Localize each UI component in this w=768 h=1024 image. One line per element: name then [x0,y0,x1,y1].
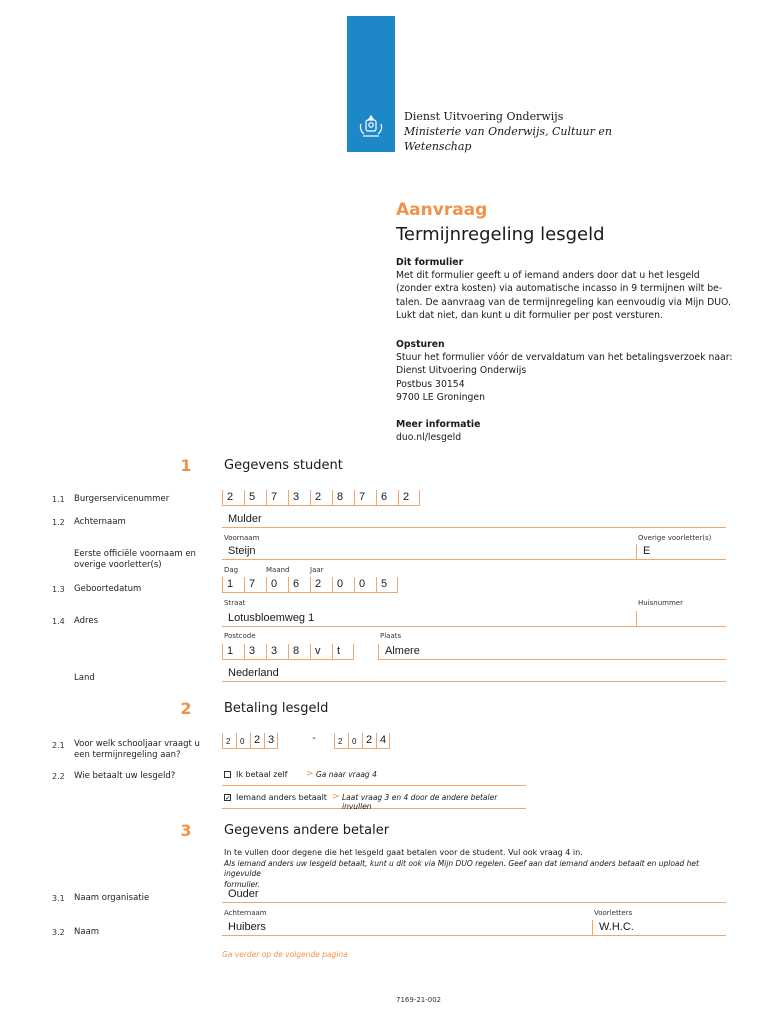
org-line-2: Ministerie van Onderwijs, Cultuur en [404,125,612,138]
char-box[interactable]: 8 [288,644,310,660]
question-number: 3.1 [52,894,65,903]
eerste-voornaam-label: Eerste officiële voornaam en overige voorletter(s) [74,549,196,570]
land-label: Land [74,673,95,683]
more-info-link[interactable]: duo.nl/lesgeld [396,432,462,444]
straat-sublabel: Straat [224,599,246,607]
naam-label: Naam [74,927,100,937]
char-box[interactable]: 5 [244,490,266,506]
question-number: 1.2 [52,518,65,527]
form-info-line: Lukt dat niet, dan kunt u dit formulier per post versturen. [396,309,663,321]
section-3-title: Gegevens andere betaler [224,823,390,838]
intro-line: Als iemand anders uw lesgeld betaalt, kunt u dit ook via Mijn DUO regelen. Geef aan dat iemand anders betaalt en upload het ingevulde [224,858,699,878]
betaler-achternaam-sublabel: Achternaam [224,909,267,917]
form-info-block [396,256,736,322]
char-box[interactable]: 3 [266,644,288,660]
form-info-heading: Dit formulier [396,257,464,268]
jaar-sublabel: Jaar [310,566,324,574]
form-info-line: (zonder extra kosten) via automatische incasso in 9 termijnen wilt be- [396,283,723,295]
wie-betaalt-label: Wie betaalt uw lesgeld? [74,771,176,781]
char-box[interactable]: 2 [250,733,264,749]
question-number: 1.4 [52,617,65,626]
voornaam-sublabel: Voornaam [224,534,260,542]
organisatie-label: Naam organisatie [74,893,150,903]
char-box[interactable]: 2 [362,733,376,749]
plaats-value: Almere [385,645,420,657]
section-2-number: 2 [180,699,192,718]
char-box[interactable]: 2 [222,490,244,506]
betaler-achternaam-value: Huibers [228,921,266,933]
schooljaar-label: Voor welk schooljaar vraagt u een termijnregeling aan? [74,739,200,760]
char-box[interactable]: 2 [334,733,348,749]
char-box[interactable]: 0 [348,733,362,749]
option-zelf-hint: Ga naar vraag 4 [316,770,377,779]
achternaam-label: Achternaam [74,517,126,527]
postcode-field[interactable] [222,644,354,660]
send-line: Postbus 30154 [396,378,465,390]
option-zelf-label: Ik betaal zelf [236,770,288,779]
dag-sublabel: Dag [224,566,239,574]
betaler-voorletters-value: W.H.C. [599,921,634,933]
char-box[interactable]: 3 [244,644,266,660]
option-anders-label: Iemand anders betaalt [236,793,327,802]
char-box[interactable]: 3 [264,733,278,749]
bsn-field[interactable] [222,490,420,506]
option-zelf-row[interactable] [222,770,526,786]
straat-value: Lotusbloemweg 1 [228,612,315,624]
intro-line: formulier. [224,879,260,889]
organisation-name [404,109,612,154]
postcode-sublabel: Postcode [224,632,256,640]
betaler-voorletters-sublabel: Voorletters [594,909,633,917]
question-number: 3.2 [52,928,65,937]
more-info-heading: Meer informatie [396,419,481,430]
char-box[interactable]: 7 [244,577,266,593]
section-1-number: 1 [180,456,192,475]
maand-sublabel: Maand [266,566,290,574]
char-box[interactable]: 2 [310,490,332,506]
char-box[interactable]: 4 [376,733,390,749]
checkbox-anders[interactable]: ✓ [225,794,231,802]
send-info-block [396,338,736,404]
question-number: 1.3 [52,585,65,594]
organisatie-field[interactable] [222,887,726,903]
arrow-icon: > [306,769,314,779]
char-box[interactable]: 2 [398,490,420,506]
more-info-block [396,418,736,444]
question-number: 2.1 [52,741,65,750]
section-3-number: 3 [180,821,192,840]
send-line: Dienst Uitvoering Onderwijs [396,365,527,377]
char-box[interactable]: 2 [310,577,332,593]
achternaam-field[interactable] [222,512,726,528]
form-info-line: talen. De aanvraag van de termijnregeling kan eenvoudig via Mijn DUO. [396,296,731,308]
plaats-field[interactable] [378,644,726,660]
org-line-1: Dienst Uitvoering Onderwijs [404,110,564,123]
char-box[interactable]: 0 [266,577,288,593]
schooljaar-tot-field[interactable] [334,733,390,749]
char-box[interactable]: 6 [376,490,398,506]
form-info-line: Met dit formulier geeft u of iemand anders door dat u het lesgeld [396,270,700,282]
huisnummer-sublabel: Huisnummer [638,599,683,607]
option-anders-hint: Laat vraag 3 en 4 door de andere betaler invullen [342,793,498,811]
char-box[interactable]: 0 [332,577,354,593]
section-1-title: Gegevens student [224,458,343,473]
char-box[interactable]: 1 [222,577,244,593]
land-value: Nederland [228,667,279,679]
char-box[interactable]: 3 [288,490,310,506]
form-kind-title: Aanvraag [396,200,488,220]
document-number: 7169-21-002 [396,996,442,1004]
bsn-label: Burgerservicenummer [74,494,170,504]
geboortedatum-field[interactable] [222,577,398,593]
char-box[interactable]: 1 [222,644,244,660]
question-number: 1.1 [52,495,65,504]
checkbox-zelf[interactable] [224,771,231,778]
huisnummer-field[interactable] [636,611,726,627]
coat-of-arms-icon [355,112,387,144]
send-line: 9700 LE Groningen [396,391,486,403]
voornaam-value: Steijn [228,545,256,557]
continue-note: Ga verder op de volgende pagina [222,950,348,959]
schooljaar-van-field[interactable] [222,733,278,749]
section-2-title: Betaling lesgeld [224,701,329,716]
geboortedatum-label: Geboortedatum [74,584,142,594]
send-heading: Opsturen [396,339,445,350]
form-title: Termijnregeling lesgeld [396,224,605,245]
schooljaar-dash: - [312,733,316,744]
plaats-sublabel: Plaats [380,632,402,640]
betaler-voorletters-field[interactable] [592,920,726,936]
org-line-3: Wetenschap [404,140,472,153]
char-box[interactable]: 0 [236,733,250,749]
question-number: 2.2 [52,772,65,781]
char-box[interactable]: v [310,644,332,660]
adres-label: Adres [74,616,99,626]
char-box[interactable]: 7 [266,490,288,506]
rijksoverheid-logo-bar [347,16,395,152]
char-box[interactable]: 0 [354,577,376,593]
option-anders-row[interactable] [222,793,526,809]
char-box[interactable]: t [332,644,354,660]
arrow-icon: > [332,792,340,802]
section-3-intro [224,848,724,890]
intro-line: In te vullen door degene die het lesgeld gaat betalen voor de student. Vul ook vraag 4 in. [224,848,583,857]
organisatie-value: Ouder [228,888,259,900]
achternaam-value: Mulder [228,513,262,525]
land-field[interactable] [222,666,726,682]
voorletters-value: E [643,545,651,557]
voorletters-field[interactable] [636,544,726,560]
char-box[interactable]: 6 [288,577,310,593]
send-line: Stuur het formulier vóór de vervaldatum van het betalingsverzoek naar: [396,352,733,364]
char-box[interactable]: 8 [332,490,354,506]
char-box[interactable]: 5 [376,577,398,593]
char-box[interactable]: 2 [222,733,236,749]
overige-voorletters-sublabel: Overige voorletter(s) [638,534,712,542]
char-box[interactable]: 7 [354,490,376,506]
